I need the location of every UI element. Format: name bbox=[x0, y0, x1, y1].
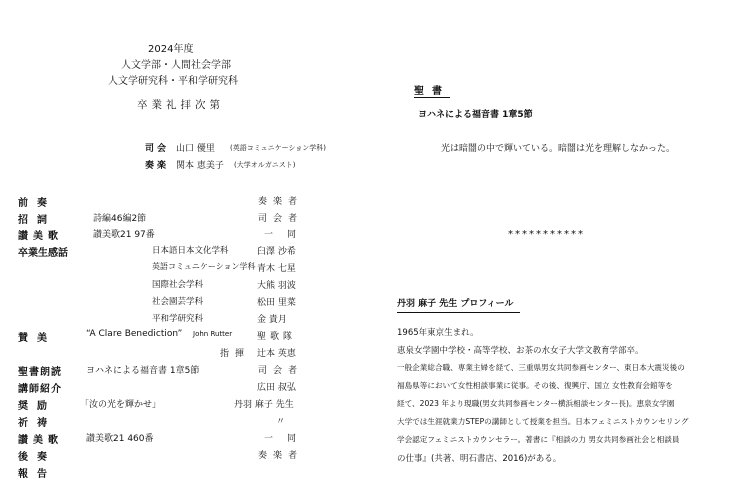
profile-line: 一般企業総合職、専業主婦を経て、三重県男女共同参画センター、東日本大震災後の bbox=[397, 363, 685, 372]
program-label: 招詞 bbox=[18, 215, 56, 226]
program-label: 讃美歌 bbox=[18, 231, 63, 242]
program-who: 一同 bbox=[264, 434, 311, 444]
speaker-dept: 平和学研究科 bbox=[152, 314, 204, 324]
scripture-heading: 聖書 bbox=[414, 86, 450, 97]
year-line: 2024年度 bbox=[148, 44, 194, 55]
speaker-name: 大熊 羽波 bbox=[257, 281, 296, 291]
program-label: 祈祷 bbox=[18, 418, 56, 429]
service-title: 卒業礼拝次第 bbox=[137, 99, 224, 111]
program-label: 報告 bbox=[18, 469, 56, 480]
scripture-verse: 光は暗闇の中で輝いている。暗闇は光を理解しなかった。 bbox=[441, 144, 676, 154]
profile-heading: 丹羽 麻子 先生 プロフィール bbox=[397, 296, 520, 313]
program-who: 奏楽者 bbox=[258, 197, 304, 207]
program-label: 講師紹介 bbox=[18, 384, 62, 395]
program-content: 讃美歌21 97番 bbox=[93, 230, 155, 240]
program-label: 聖書朗読 bbox=[18, 367, 62, 378]
program-who: 司会者 bbox=[258, 366, 304, 376]
profile-line: 大学では生涯就業力STEPの講師として授業を担当。日本フェミニストカウンセリング bbox=[397, 417, 689, 426]
profile-line: 福島県等において女性相談事業に従事。その後、復興庁、国立 女性教育会館等を bbox=[397, 381, 673, 390]
profile-line: 経て、2023 年より現職(男女共同参画センター横浜相談センター長)。恵泉女学園 bbox=[397, 399, 675, 408]
program-content: “A Clare Benediction” bbox=[86, 329, 183, 339]
speaker-dept: 国際社会学科 bbox=[152, 280, 204, 290]
speaker-name: 臼澤 沙希 bbox=[257, 247, 296, 257]
program-label: 讃美歌 bbox=[18, 435, 63, 446]
conductor-name: 辻本 英恵 bbox=[257, 349, 296, 359]
conductor-label: 指揮 bbox=[220, 349, 251, 359]
profile-line: 学会認定フェミニストカウンセラー。著書に『相談の力 男女共同参画社会と相談員 bbox=[397, 435, 680, 444]
program-label: 卒業生感話 bbox=[18, 248, 68, 259]
program-who: 〃 bbox=[276, 417, 286, 427]
scripture-reference: ヨハネによる福音書 1章5節 bbox=[418, 110, 533, 120]
speaker-name: 青木 七星 bbox=[257, 264, 296, 274]
speaker-dept: 英語コミュニケーション学科 bbox=[152, 262, 256, 271]
program-content: ヨハネによる福音書 1章5節 bbox=[86, 366, 200, 376]
program-composer: John Rutter bbox=[193, 330, 233, 338]
program-content: 「汝の光を輝かせ」 bbox=[80, 400, 162, 410]
dept-line-1: 人文学部・人間社会学部 bbox=[121, 60, 231, 71]
profile-line: の仕事』(共著、明石書店、2016)がある。 bbox=[397, 454, 562, 464]
mc-note: (英語コミュニケーション学科) bbox=[230, 144, 327, 152]
music-note: (大学オルガニスト) bbox=[234, 161, 296, 169]
program-content: 讃美歌21 460番 bbox=[86, 434, 154, 444]
program-label: 後奏 bbox=[18, 452, 56, 463]
program-who: 丹羽 麻子 先生 bbox=[234, 400, 294, 410]
program-content: 詩編46編2節 bbox=[93, 214, 147, 224]
divider-asterisks: *********** bbox=[508, 229, 585, 240]
program-who: 一同 bbox=[264, 230, 311, 240]
speaker-dept: 社会園芸学科 bbox=[152, 297, 204, 307]
mc-name: 山口 優里 bbox=[176, 144, 215, 154]
program-who: 聖歌隊 bbox=[257, 332, 297, 342]
program-label: 賛美 bbox=[18, 333, 56, 344]
program-who: 奏楽者 bbox=[258, 451, 304, 461]
program-label: 前奏 bbox=[18, 198, 56, 209]
dept-line-2: 人文学研究科・平和学研究科 bbox=[108, 76, 238, 87]
profile-line: 恵泉女学園中学校・高等学校、お茶の水女子大学文教育学部卒。 bbox=[397, 346, 644, 356]
speaker-dept: 日本語日本文化学科 bbox=[152, 246, 229, 256]
speaker-name: 金 貴月 bbox=[257, 315, 287, 325]
program-who: 司会者 bbox=[258, 214, 304, 224]
mc-label: 司会 bbox=[145, 144, 170, 154]
program-who: 広田 叔弘 bbox=[257, 383, 296, 393]
speaker-name: 松田 里菜 bbox=[257, 298, 296, 308]
profile-line: 1965年東京生まれ。 bbox=[397, 328, 479, 338]
music-label: 奏楽 bbox=[145, 161, 170, 171]
music-name: 関本 恵美子 bbox=[176, 161, 224, 171]
program-label: 奨励 bbox=[18, 401, 56, 412]
